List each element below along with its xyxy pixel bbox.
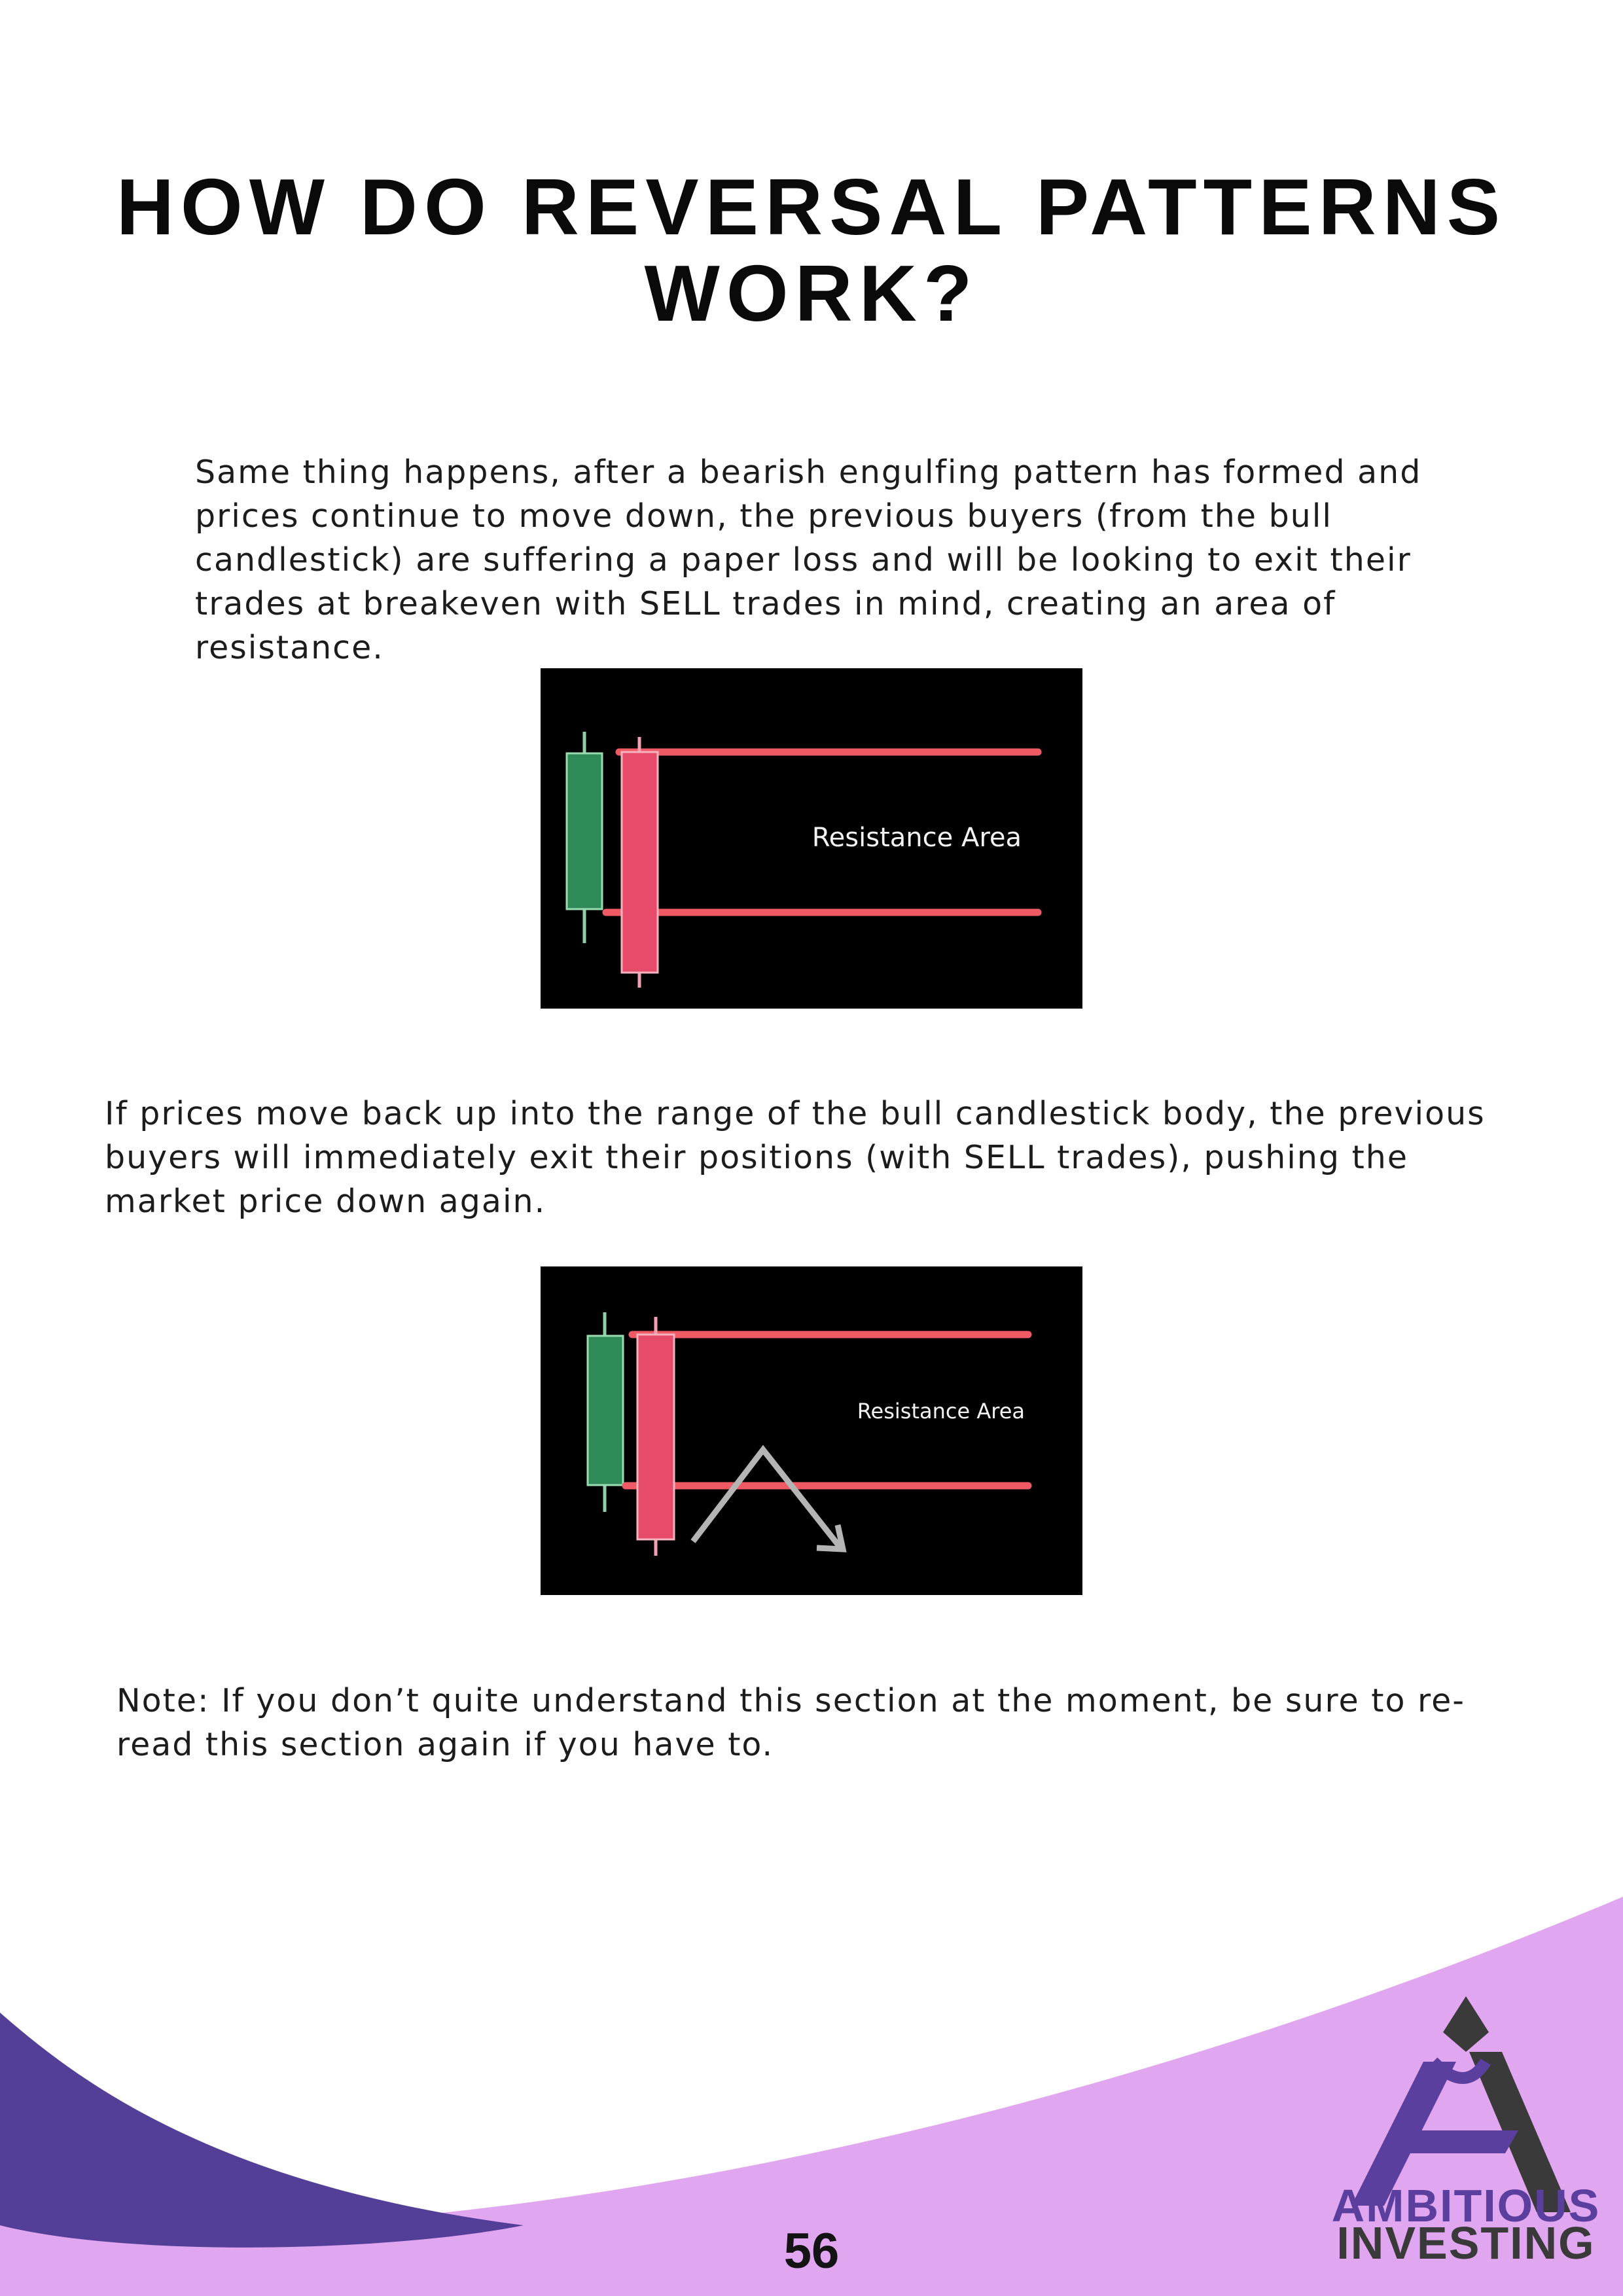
footer-wave-dark [0,2013,524,2248]
resistance-area-figure-1 [541,668,1082,1009]
resistance-area-figure-2 [541,1266,1082,1595]
price-path-arrow [693,1450,842,1549]
paragraph-resistance-explanation: Same thing happens, after a bearish engulfing pattern has formed and prices continue to move down, the previous buyers (from the bull candlestick) are suffering a paper loss and will be looking to exit their trades at breakeven with SELL trades in mind, creating an area of resistance. [195,454,1422,666]
page-title-line-2: WORK? [644,249,979,338]
page-number: 56 [783,2223,840,2279]
page-title-line-1: HOW DO REVERSAL PATTERNS [116,162,1507,251]
resistance-area-diagram-2 [541,1266,1082,1595]
bear-candle-body [622,752,658,973]
logo-text-investing: INVESTING [1336,2217,1596,2269]
bull-candle-body [588,1336,623,1485]
paragraph-note: Note: If you don’t quite understand this section at the moment, be sure to re-read this section again if you have to. [116,1682,1465,1763]
resistance-area-label: Resistance Area [812,823,1022,853]
bull-candle-body [567,753,602,909]
page-title [0,164,1623,336]
paragraph-price-move-back-up: If prices move back up into the range of the bull candlestick body, the previous buyers will immediately exit their positions (with SELL trades), pushing the market price down again. [105,1095,1486,1220]
bear-candle-body [637,1335,674,1539]
logo-text-ambitious: AMBITIOUS [1331,2180,1601,2231]
resistance-area-diagram-1 [541,668,1082,1009]
resistance-area-label: Resistance Area [857,1399,1025,1424]
